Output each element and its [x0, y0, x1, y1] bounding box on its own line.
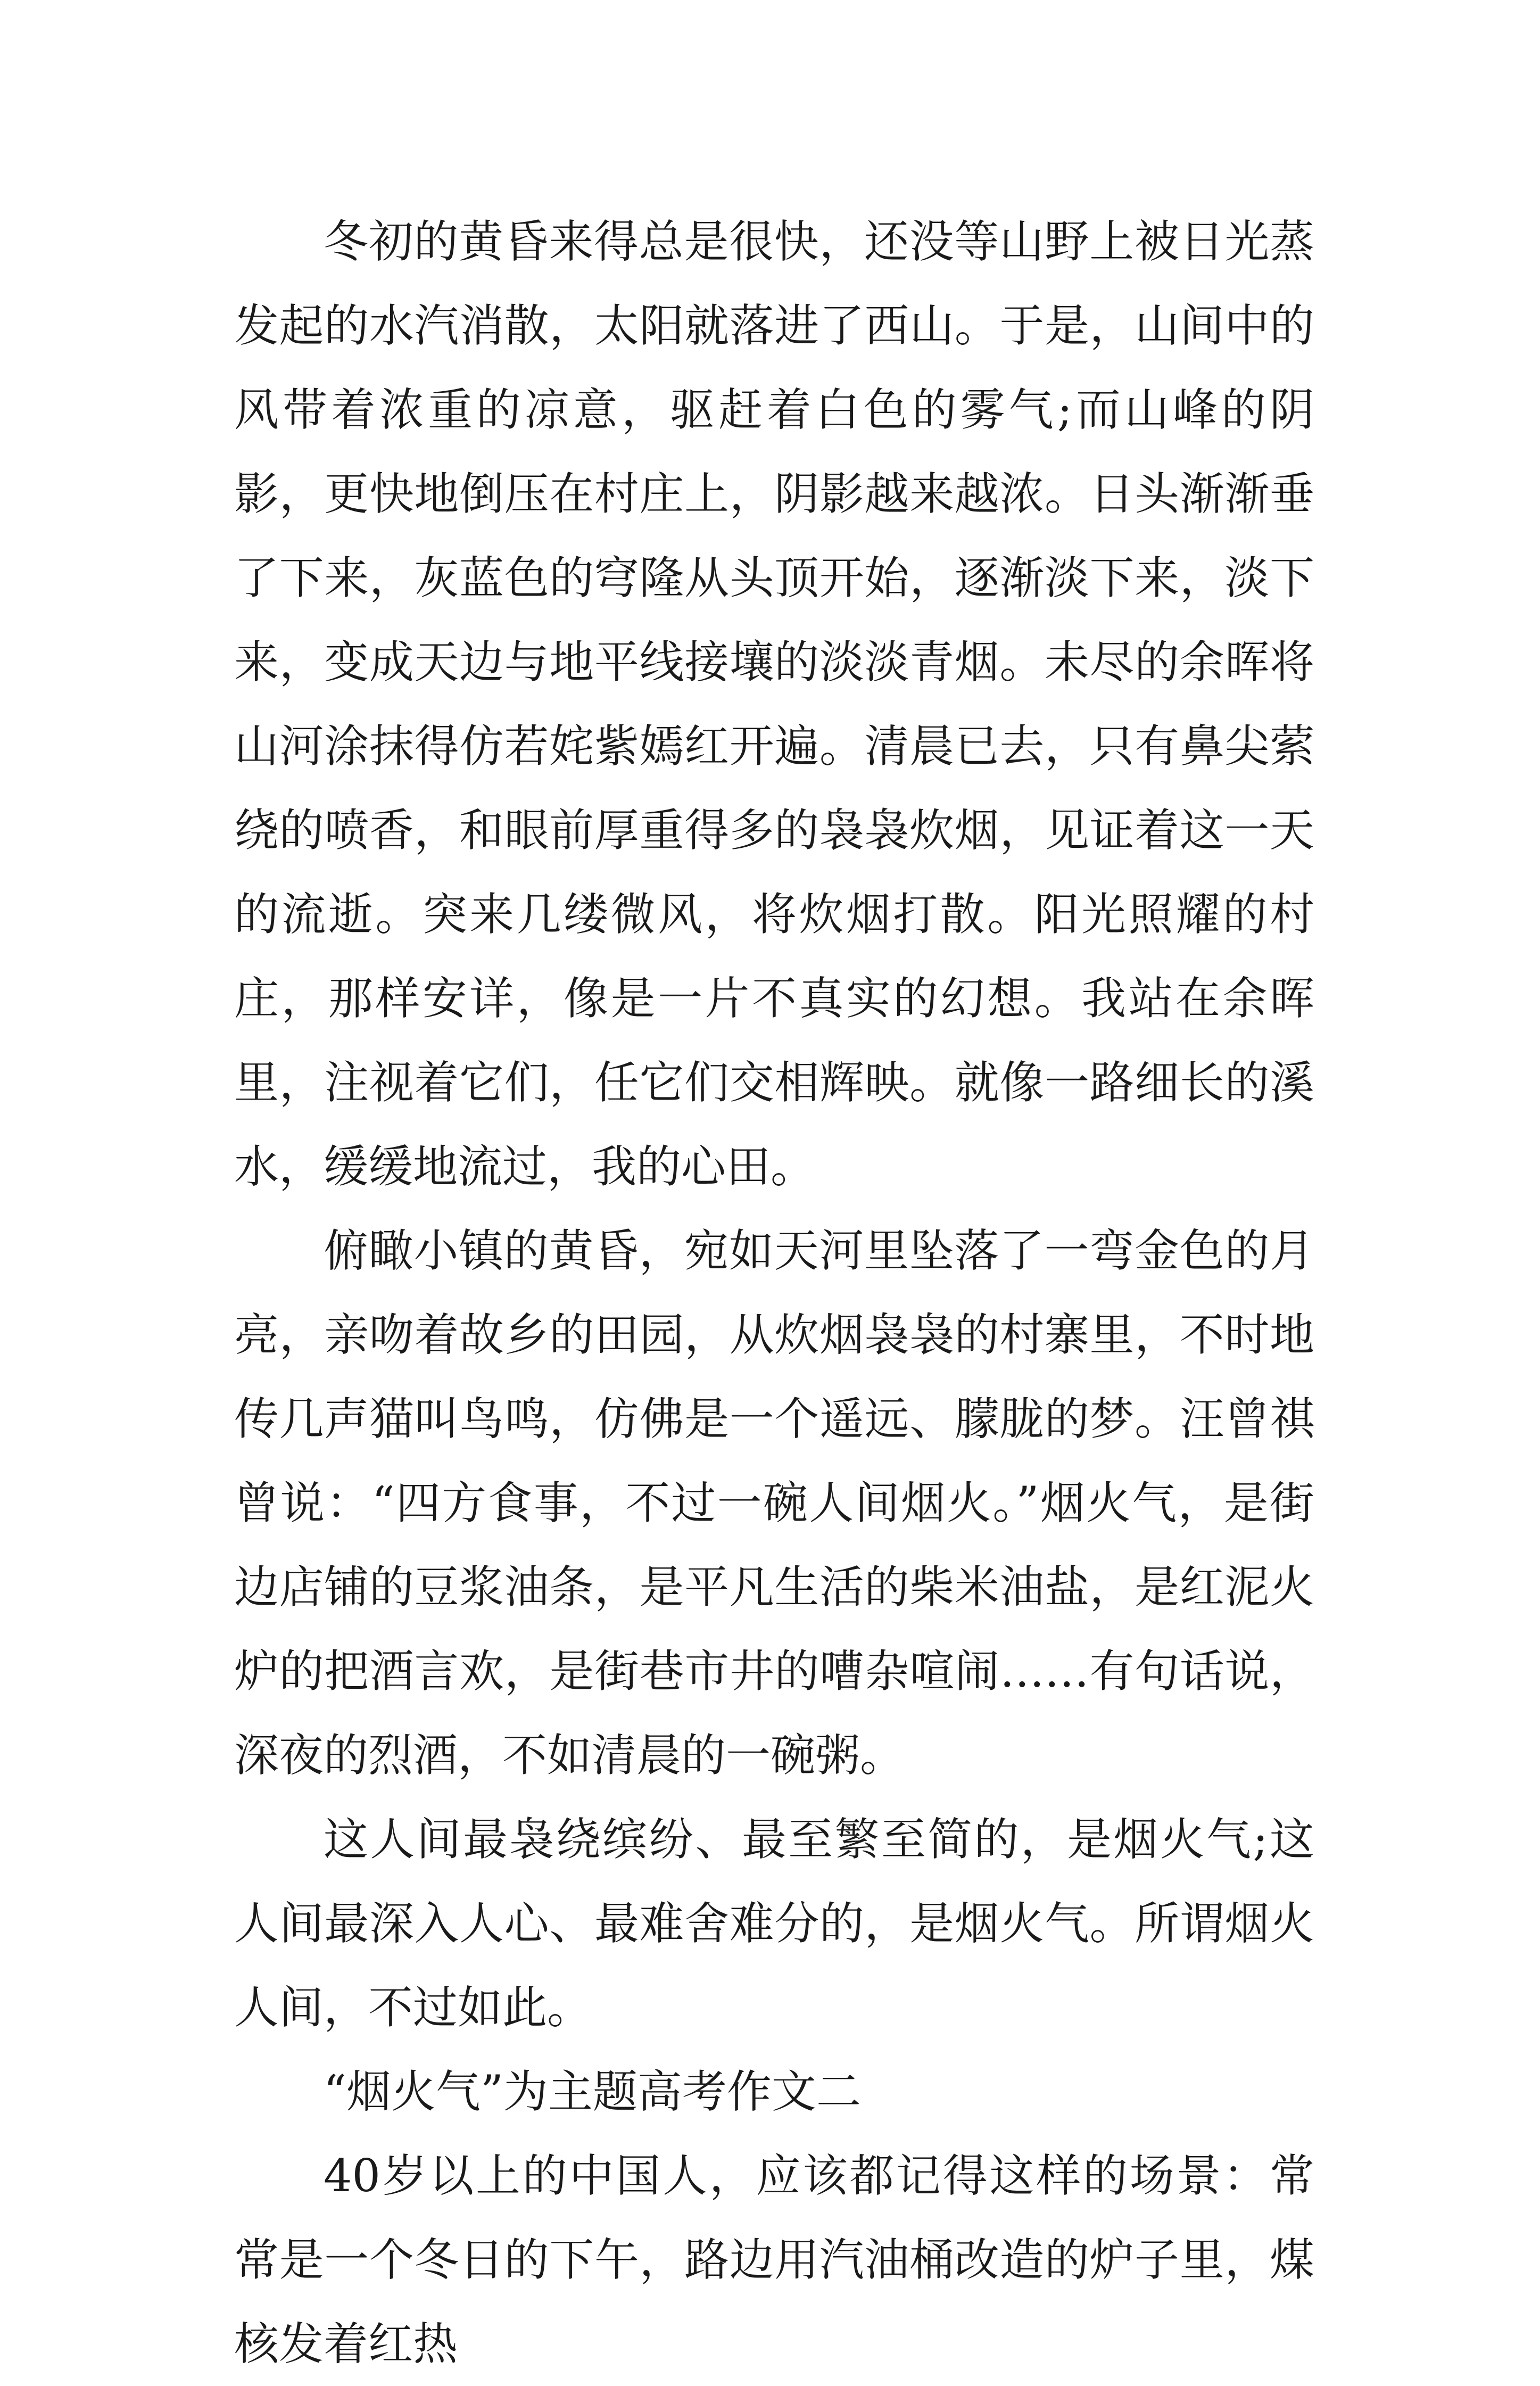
- document-page: [234, 200, 1314, 2386]
- paragraph-1: 冬初的黄昏来得总是很快，还没等山野上被日光蒸发起的水汽消散，太阳就落进了西山。于是，山间中的风带着浓重的凉意，驱赶着白色的雾气;而山峰的阴影，更快地倒压在村庄上，阴影越来越浓。日头渐渐垂了下来，灰蓝色的穹隆从头顶开始，逐渐淡下来，淡下来，变成天边与地平线接壤的淡淡青烟。未尽的余晖将山河涂抹得仿若姹紫嫣红开遍。清晨已去，只有鼻尖萦绕的喷香，和眼前厚重得多的袅袅炊烟，见证着这一天的流逝。突来几缕微风，将炊烟打散。阳光照耀的村庄，那样安详，像是一片不真实的幻想。我站在余晖里，注视着它们，任它们交相辉映。就像一路细长的溪水，缓缓地流过，我的心田。: [234, 216, 1314, 1193]
- paragraph-4: 40岁以上的中国人，应该都记得这样的场景：常常是一个冬日的下午，路边用汽油桶改造的炉子里，煤核发着红热: [234, 2150, 1314, 2370]
- essay-subtitle: “烟火气”为主题高考作文二: [324, 2066, 861, 2118]
- paragraph-2: 俯瞰小镇的黄昏，宛如天河里坠落了一弯金色的月亮，亲吻着故乡的田园，从炊烟袅袅的村寨里，不时地传几声猫叫鸟鸣，仿佛是一个遥远、朦胧的梦。汪曾祺曾说：“四方食事，不过一碗人间烟火。”烟火气，是街边店铺的豆浆油条，是平凡生活的柴米油盐，是红泥火炉的把酒言欢，是街巷市井的嘈杂喧闹……有句话说，深夜的烈酒，不如清晨的一碗粥。: [234, 1225, 1314, 1781]
- paragraph-3: 这人间最袅绕缤纷、最至繁至简的，是烟火气;这人间最深入人心、最难舍难分的，是烟火气。所谓烟火人间，不过如此。: [234, 1813, 1314, 2034]
